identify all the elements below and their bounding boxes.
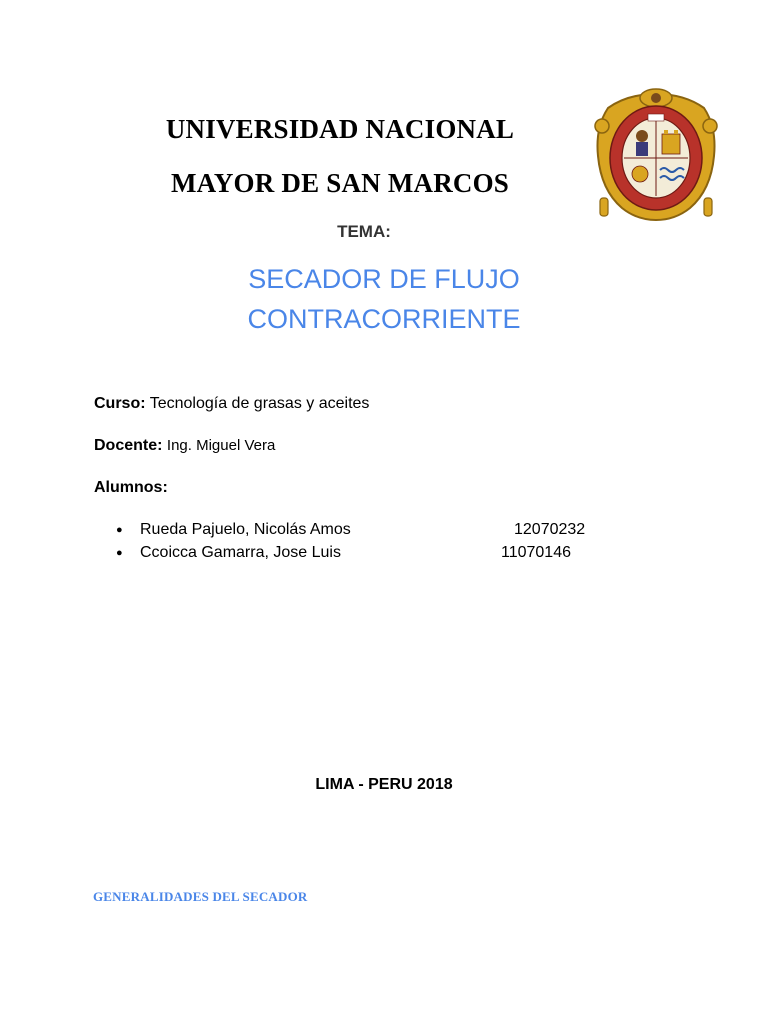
place-year: LIMA - PERU 2018 bbox=[315, 776, 453, 793]
curso-value: Tecnología de grasas y aceites bbox=[149, 395, 370, 412]
bullet-icon: ● bbox=[116, 547, 123, 559]
student-code: 11070146 bbox=[501, 544, 571, 561]
bullet-icon: ● bbox=[116, 524, 123, 536]
curso-field bbox=[94, 395, 369, 413]
alumnos-label: Alumnos: bbox=[94, 479, 168, 496]
alumnos-label-row bbox=[94, 479, 168, 497]
university-name-line2: MAYOR DE SAN MARCOS bbox=[170, 168, 510, 198]
docente-value: Ing. Miguel Vera bbox=[166, 437, 276, 454]
document-title-line2: CONTRACORRIENTE bbox=[247, 304, 521, 334]
student-code: 12070232 bbox=[514, 521, 586, 538]
university-name-line1: UNIVERSIDAD NACIONAL bbox=[165, 114, 515, 144]
student-name: Ccoicca Gamarra, Jose Luis bbox=[140, 544, 341, 561]
section-heading: GENERALIDADES DEL SECADOR bbox=[93, 889, 308, 904]
university-seal-icon bbox=[594, 86, 718, 222]
student-name: Rueda Pajuelo, Nicolás Amos bbox=[140, 521, 351, 538]
docente-field bbox=[94, 437, 275, 455]
tema-label: TEMA: bbox=[337, 222, 391, 241]
curso-label: Curso: bbox=[94, 395, 146, 412]
document-title-line1: SECADOR DE FLUJO bbox=[248, 264, 520, 294]
docente-label: Docente: bbox=[94, 437, 163, 454]
